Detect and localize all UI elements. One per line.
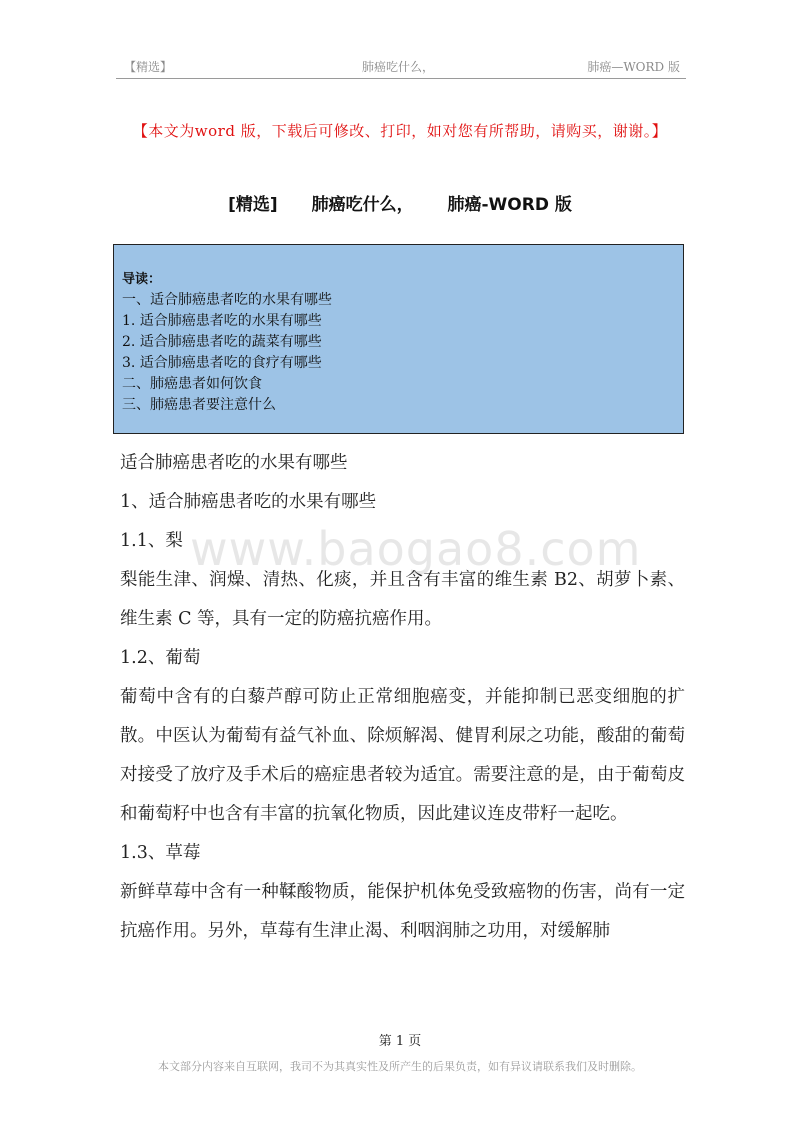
pear-paragraph: 梨能生津、润燥、清热、化痰，并且含有丰富的维生素 B2、胡萝卜素、维生素 C 等，具有一定的防癌抗癌作用。 <box>120 570 685 629</box>
guide-item: 二、肺癌患者如何饮食 <box>122 376 262 392</box>
guide-item: 1. 适合肺癌患者吃的水果有哪些 <box>122 313 322 329</box>
header-right-text: 肺癌—WORD 版 <box>587 60 680 74</box>
pear-heading: 1.1、梨 <box>120 531 183 551</box>
guide-item: 3. 适合肺癌患者吃的食疗有哪些 <box>122 355 322 371</box>
page-header <box>116 56 686 79</box>
title-suffix: 肺癌-WORD 版 <box>447 195 572 215</box>
page-number: 第 1 页 <box>378 1034 422 1049</box>
guide-item: 一、适合肺癌患者吃的水果有哪些 <box>122 292 332 308</box>
guide-item: 2. 适合肺癌患者吃的蔬菜有哪些 <box>122 334 322 350</box>
guide-box <box>113 244 684 434</box>
strawberry-heading: 1.3、草莓 <box>120 843 201 863</box>
title-main: 肺癌吃什么， <box>311 195 414 215</box>
grape-heading: 1.2、葡萄 <box>120 648 201 668</box>
grape-paragraph: 葡萄中含有的白藜芦醇可防止正常细胞癌变，并能抑制已恶变细胞的扩散。中医认为葡萄有益气补血、除烦解渴、健胃利尿之功能，酸甜的葡萄对接受了放疗及手术后的癌症患者较为适宜。需要注意的是，由于葡萄皮和葡萄籽中也含有丰富的抗氧化物质，因此建议连皮带籽一起吃。 <box>120 687 685 824</box>
article-body <box>120 444 685 951</box>
subsection-heading: 1、适合肺癌患者吃的水果有哪些 <box>120 492 377 512</box>
title-tag: [精选] <box>228 195 278 215</box>
disclaimer-footer: 本文部分内容来自互联网，我司不为其真实性及所产生的后果负责，如有异议请联系我们及时删除。 <box>158 1060 642 1073</box>
watermark: www.baogao8.com <box>190 522 642 576</box>
section-heading: 适合肺癌患者吃的水果有哪些 <box>120 453 348 473</box>
document-title <box>0 190 800 215</box>
guide-title: 导读： <box>122 272 162 287</box>
guide-item: 三、肺癌患者要注意什么 <box>122 397 276 413</box>
header-center-text: 肺癌吃什么， <box>362 60 435 74</box>
header-left-text: 【精选】 <box>124 60 173 74</box>
strawberry-paragraph: 新鲜草莓中含有一种鞣酸物质，能保护机体免受致癌物的伤害，尚有一定抗癌作用。另外，草莓有生津止渴、利咽润肺之功用，对缓解肺 <box>120 882 685 941</box>
purchase-notice: 【本文为word 版，下载后可修改、打印，如对您有所帮助，请购买，谢谢。】 <box>132 122 668 140</box>
